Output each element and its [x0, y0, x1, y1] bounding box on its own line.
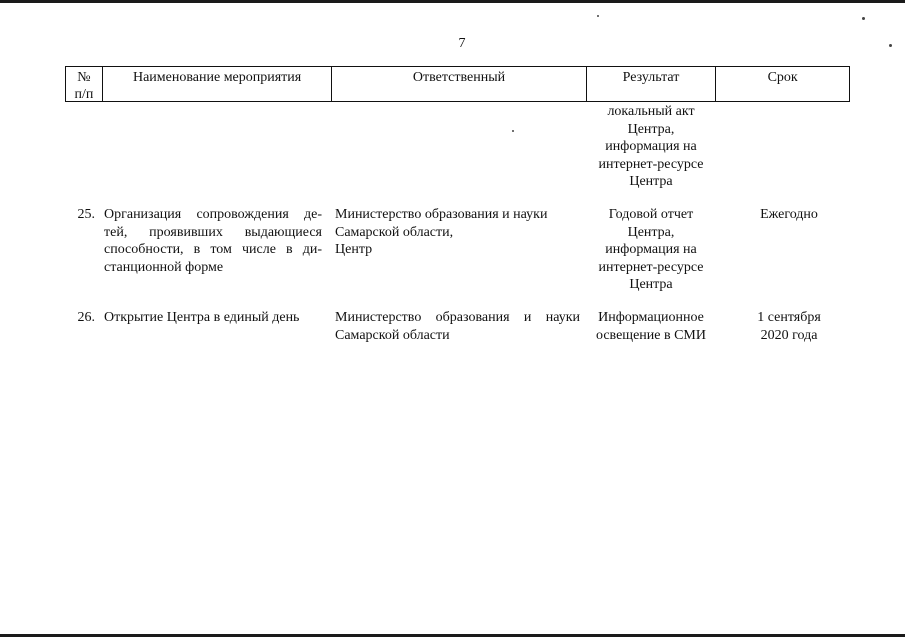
page-number: 7 [458, 36, 466, 51]
table-header [65, 66, 850, 102]
scan-edge-bottom [0, 634, 905, 637]
row-name: Открытие Центра в единый день [104, 310, 300, 325]
row-result: Информационное освещение в СМИ [595, 310, 706, 343]
row-number: 25. [77, 207, 95, 222]
continued-result-cell: локальный акт Центра, информация на интернет-ресурсе Центра [598, 104, 704, 189]
row-term: Ежегодно [760, 207, 818, 222]
scan-edge-top [0, 0, 905, 3]
row-term: 1 сентября 2020 года [757, 310, 821, 343]
row-responsible: Министерство образования и науки Самарской области, Центр [335, 207, 548, 257]
header-result: Результат [586, 67, 716, 101]
header-responsible: Ответственный [331, 67, 585, 101]
row-number: 26. [77, 310, 95, 325]
row-name: Организация сопровождения де- тей, проявивших выдающиеся способности, в том числе в ди- станционной форме [104, 207, 322, 275]
header-term: Срок [715, 67, 849, 101]
scan-speck [512, 130, 514, 132]
header-name: Наименование мероприятия [102, 67, 331, 101]
scan-speck [889, 44, 892, 47]
scan-speck [862, 17, 865, 20]
scan-speck [597, 15, 599, 17]
row-result: Годовой отчет Центра, информация на интернет-ресурсе Центра [598, 207, 704, 292]
row-responsible: Министерство образования и науки Самарской области [335, 310, 580, 343]
header-number: № п/п [74, 70, 94, 102]
